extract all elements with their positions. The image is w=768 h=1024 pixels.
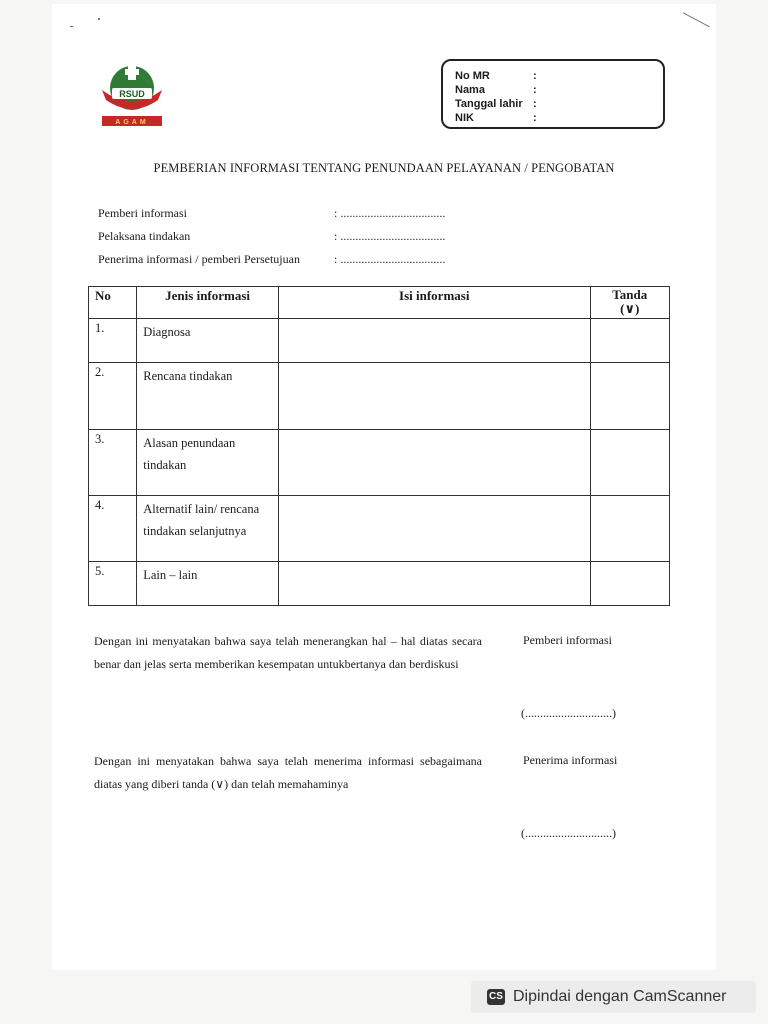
signature-line-penerima[interactable]: (.............................): [521, 826, 616, 840]
statement-pemberi: Dengan ini menyatakan bahwa saya telah menerangkan hal – hal diatas secara benar dan jelas serta memberikan kesempatan untukbertanya dan berdiskusi: [94, 634, 482, 671]
information-table: [88, 286, 670, 606]
row-jenis: Diagnosa: [137, 319, 279, 363]
row-number: 3.: [89, 430, 137, 496]
row-jenis: Rencana tindakan: [137, 363, 279, 430]
row-jenis: Lain – lain: [137, 562, 279, 606]
signer-label-pemberi: Pemberi informasi: [523, 633, 612, 647]
table-row: [89, 363, 670, 430]
svg-text:RSUD: RSUD: [119, 89, 145, 99]
row-number: 2.: [89, 363, 137, 430]
table-row: [89, 430, 670, 496]
scan-speck: [98, 18, 100, 20]
nik-row: NIK :: [455, 112, 537, 124]
scan-speck: [70, 26, 73, 27]
signer-label-penerima: Penerima informasi: [523, 753, 618, 767]
row-isi-field[interactable]: [278, 363, 590, 430]
rsud-agam-logo: [94, 60, 170, 128]
patient-id-box: [441, 59, 665, 129]
camscanner-icon: CS: [487, 989, 505, 1005]
header-isi-informasi: Isi informasi: [278, 287, 590, 319]
camscanner-watermark: [471, 981, 756, 1013]
watermark-text: Dipindai dengan CamScanner: [513, 988, 727, 1005]
table-row: [89, 319, 670, 363]
row-jenis: Alasan penundaan tindakan: [137, 430, 279, 496]
table-row: [89, 496, 670, 562]
info-field-penerima: Penerima informasi / pemberi Persetujuan : ...................................: [98, 252, 446, 266]
document-title: PEMBERIAN INFORMASI TENTANG PENUNDAAN PELAYANAN / PENGOBATAN: [153, 161, 615, 175]
svg-text:AGAM: AGAM: [115, 119, 149, 126]
row-number: 5.: [89, 562, 137, 606]
row-number: 4.: [89, 496, 137, 562]
statement-penerima: Dengan ini menyatakan bahwa saya telah menerima informasi sebagaimana diatas yang diberi tanda (∨) dan telah memahaminya: [94, 754, 482, 791]
signature-line-pemberi[interactable]: (.............................): [521, 706, 616, 720]
row-isi-field[interactable]: [278, 430, 590, 496]
info-field-pemberi: Pemberi informasi : ...................................: [98, 206, 446, 220]
tanggal-lahir-row: Tanggal lahir :: [455, 98, 537, 110]
header-tanda: Tanda (∨): [590, 287, 669, 319]
row-number: 1.: [89, 319, 137, 363]
info-field-pelaksana: Pelaksana tindakan : ...................................: [98, 229, 446, 243]
row-tanda-checkbox[interactable]: [590, 363, 669, 430]
header-jenis-informasi: Jenis informasi: [137, 287, 279, 319]
no-mr-row: No MR :: [455, 70, 537, 82]
row-tanda-checkbox[interactable]: [590, 496, 669, 562]
table-row: [89, 562, 670, 606]
row-tanda-checkbox[interactable]: [590, 430, 669, 496]
row-tanda-checkbox[interactable]: [590, 562, 669, 606]
row-tanda-checkbox[interactable]: [590, 319, 669, 363]
nama-row: Nama :: [455, 84, 537, 96]
row-isi-field[interactable]: [278, 319, 590, 363]
header-no: No: [89, 287, 137, 319]
row-isi-field[interactable]: [278, 562, 590, 606]
row-jenis: Alternatif lain/ rencana tindakan selanjutnya: [137, 496, 279, 562]
table-header-row: [89, 287, 670, 319]
row-isi-field[interactable]: [278, 496, 590, 562]
